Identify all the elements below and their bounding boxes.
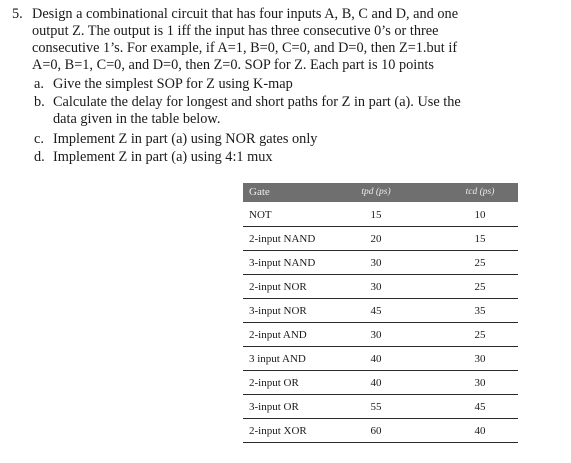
tpd-cell: 40 bbox=[370, 377, 382, 389]
part-marker: b. bbox=[34, 94, 45, 110]
tpd-cell: 15 bbox=[370, 209, 382, 221]
tcd-cell: 15 bbox=[474, 233, 486, 245]
table-row bbox=[243, 298, 518, 323]
table-row bbox=[243, 226, 518, 251]
table-row bbox=[243, 394, 518, 419]
part-marker: a. bbox=[34, 76, 44, 92]
tpd-cell: 30 bbox=[370, 281, 382, 293]
part-text: Calculate the delay for longest and short paths for Z in part (a). Use the bbox=[53, 94, 461, 110]
gate-cell: 3 input AND bbox=[249, 353, 306, 365]
tpd-cell: 60 bbox=[370, 425, 382, 437]
part-text: data given in the table below. bbox=[53, 111, 221, 127]
part-marker: c. bbox=[34, 131, 44, 147]
part-marker: d. bbox=[34, 149, 45, 165]
tpd-cell: 20 bbox=[370, 233, 382, 245]
table-row bbox=[243, 322, 518, 347]
table-row bbox=[243, 202, 518, 227]
table-row bbox=[243, 274, 518, 299]
gate-cell: 3-input NOR bbox=[249, 305, 307, 317]
tcd-cell: 10 bbox=[474, 209, 486, 221]
tcd-cell: 40 bbox=[474, 425, 486, 437]
tcd-cell: 25 bbox=[474, 329, 486, 341]
part-text: Implement Z in part (a) using NOR gates only bbox=[53, 131, 318, 147]
table-row bbox=[243, 250, 518, 275]
tcd-cell: 30 bbox=[474, 377, 486, 389]
tcd-cell: 45 bbox=[474, 401, 486, 413]
table-row bbox=[243, 346, 518, 371]
tcd-cell: 35 bbox=[474, 305, 486, 317]
part-text: Implement Z in part (a) using 4:1 mux bbox=[53, 149, 273, 165]
header-tcd: tcd (ps) bbox=[465, 187, 495, 197]
tcd-cell: 25 bbox=[474, 257, 486, 269]
gate-cell: NOT bbox=[249, 209, 272, 221]
problem-line: Design a combinational circuit that has four inputs A, B, C and D, and one bbox=[32, 6, 459, 22]
tpd-cell: 45 bbox=[370, 305, 382, 317]
tcd-cell: 25 bbox=[474, 281, 486, 293]
gate-cell: 2-input OR bbox=[249, 377, 299, 389]
header-tpd: tpd (ps) bbox=[361, 187, 391, 197]
tpd-cell: 40 bbox=[370, 353, 382, 365]
tpd-cell: 30 bbox=[370, 329, 382, 341]
gate-cell: 2-input XOR bbox=[249, 425, 307, 437]
tcd-cell: 30 bbox=[474, 353, 486, 365]
gate-cell: 2-input NOR bbox=[249, 281, 307, 293]
tpd-cell: 30 bbox=[370, 257, 382, 269]
part-text: Give the simplest SOP for Z using K-map bbox=[53, 76, 293, 92]
header-gate: Gate bbox=[249, 186, 270, 198]
gate-cell: 3-input NAND bbox=[249, 257, 316, 269]
gate-cell: 2-input NAND bbox=[249, 233, 316, 245]
problem-line: consecutive 1’s. For example, if A=1, B=0, C=0, and D=0, then Z=1.but if bbox=[32, 40, 458, 56]
gate-cell: 3-input OR bbox=[249, 401, 299, 413]
problem-line: A=0, B=1, C=0, and D=0, then Z=0. SOP for Z. Each part is 10 points bbox=[32, 57, 434, 73]
gate-cell: 2-input AND bbox=[249, 329, 307, 341]
table-row bbox=[243, 418, 518, 443]
tpd-cell: 55 bbox=[370, 401, 382, 413]
problem-number: 5. bbox=[12, 6, 23, 22]
table-header bbox=[243, 183, 518, 202]
problem-line: output Z. The output is 1 iff the input has three consecutive 0’s or three bbox=[32, 23, 439, 39]
table-row bbox=[243, 370, 518, 395]
